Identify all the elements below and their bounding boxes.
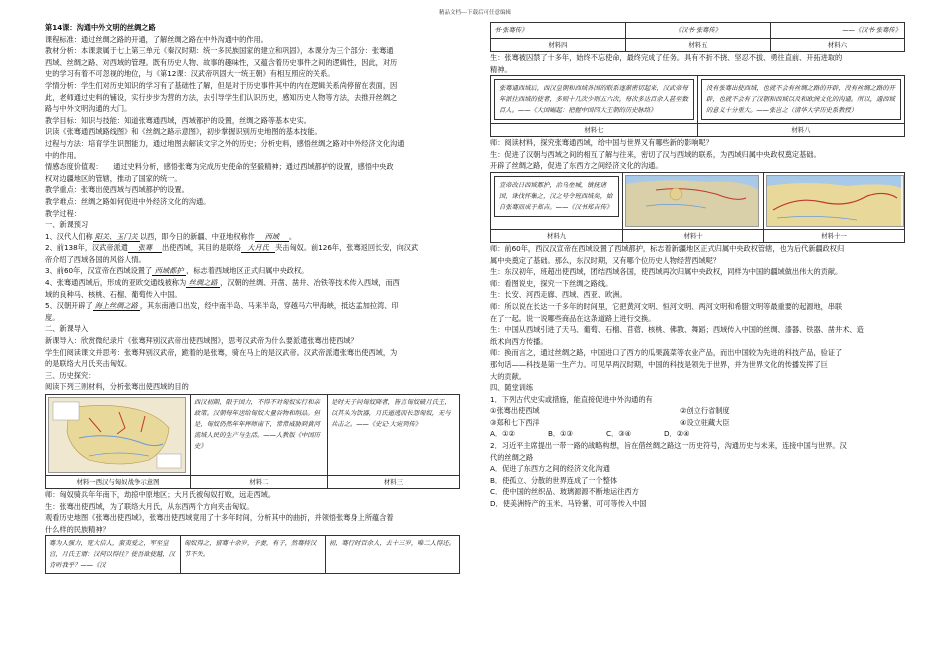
material-7-text: 张骞通西域后，西汉皇朝和西域各国的联系逐渐密切起来，汉武帝每年派往西域的使者，多则十几次少则五六次。每次多达百余人甚至数百人。——《大国崛起：把握中国四大王朝的历史脉络》 (494, 79, 694, 120)
choice-d[interactable]: D．使美洲特产的玉米、马铃薯、可可等传入中国 (490, 499, 647, 509)
map-western-regions (625, 175, 759, 227)
materials-table-2-cont (490, 22, 905, 52)
section-intro: 二、新课导入 (45, 324, 89, 334)
lesson-title: 第14课：沟通中外文明的丝绸之路 (45, 23, 156, 32)
key-point: 教学重点：张骞出使西域与西域都护的设置。 (45, 185, 189, 195)
teaching-aims-5: 情感态度价值观： 通过史料分析，感悟张骞为完成历史使命的坚毅精神；通过西域都护的设置，感悟中央政 (45, 162, 394, 172)
intro-text-1: 新课导入：欣赏微纪录片《张骞拜别汉武帝出使西域图》，思考汉武帝为什么要派遣张骞出使西域？ (45, 336, 358, 346)
section-exercise: 四、随堂训练 (490, 383, 534, 393)
materials-table-4 (490, 172, 905, 243)
exercise-2-question-cont: 代的丝绸之路 (490, 452, 534, 462)
material-6-caption: 材料六 (771, 39, 905, 52)
teacher-line-6: 师：所以说在长达一千多年的时间里，它把黄河文明、恒河文明、两河文明和希腊文明等最重要的起源地，串联 (490, 301, 843, 311)
teacher-line-4-cont: 属中央奠定了基础。那么，东汉时期，又有哪个位历史人物经营西域呢？ (490, 255, 721, 265)
answer-blank[interactable]: 西域 (255, 232, 289, 242)
question-4-cont: 域的良种马、核桃、石榴、葡萄传入中国。 (45, 289, 182, 299)
material-8-text: 没有张骞出使西域，也就不会有丝绸之路的开辟，没有丝绸之路的开辟，也就不会有了汉朝和西域以及和欧洲文化的沟通。所以，通西域的意义十分重大。——张岂之（清华大学历史系教授） (701, 79, 901, 120)
student-line-5: 生：长安、河西走廊、西域、西亚、欧洲。 (490, 290, 627, 300)
exercise-1-options-row2 (490, 417, 905, 429)
material-9-caption: 材料九 (491, 229, 623, 242)
choice-a[interactable]: A．①② (490, 429, 515, 439)
teaching-aims-2: 识读《张骞通西域路线图》和《丝绸之路示意图》，初步掌握识别历史地图的基本技能。 (45, 127, 322, 137)
teacher-line-6-cont: 在了一起。说一说哪些商品在这条道路上进行交换。 (490, 313, 656, 323)
material-8-caption: 材料八 (698, 124, 905, 137)
materials-table-3 (490, 75, 905, 137)
explore-instruction: 阅读下列三则材料，分析张骞出使西域的目的 (45, 382, 189, 392)
answer-blank[interactable]: 丝绸之路 (186, 278, 220, 288)
page-header: 精品文档---下载后可任意编辑 (439, 10, 511, 16)
answer-blank[interactable]: 西域都护 (152, 266, 186, 276)
material-6-text: 初，骞行时百余人，去十三岁，唯二人得还。 (326, 536, 460, 574)
student-line-6-cont: 纸术向西方传播。 (490, 336, 548, 346)
teacher-line-4: 师：前60年，西汉汉宣帝在西域设置了西域都护，标志着新疆地区正式归属中央政权管辖，也为后代新疆政权归 (490, 243, 845, 253)
teaching-aims-1: 教学目标：知识与技能：知道张骞通西域，西域都护的设置，丝绸之路等基本史实。 (45, 115, 311, 125)
textbook-analysis-1: 教材分析：本课隶属于七上第三单元《秦汉时期：统一多民族国家的建立和巩固》，本课分为三个部分：张骞通 (45, 46, 394, 56)
question-2: 2、前138年，汉武帝派遣 张骞 出使西域，其目的是联络 大月氏 夹击匈奴。前126年，张骞返回长安，向汉武 (45, 243, 419, 253)
teacher-line-7-end: 大的贡献。 (490, 371, 526, 381)
silk-road-map-svg (767, 176, 901, 226)
teaching-aims-3: 过程与方法：培育学生识图能力，通过地图去解读文字之外的历史；分析史料，感悟丝绸之路对中外经济文化沟通 (45, 138, 405, 148)
student-analysis-3: 路与中外文明沟通的大门。 (45, 104, 132, 114)
material-3-text: 是时天子问匈奴降者，皆言匈奴破月氏王，以其头为饮器，月氏遁逃而长怨匈奴，无与共击之。——《史记·大宛列传》 (328, 395, 460, 476)
choice-d[interactable]: D．②④ (664, 429, 690, 439)
student-line-1: 生：张骞出使西域，为了联络大月氏，从东西两个方向夹击匈奴。 (45, 501, 254, 511)
difficult-point: 教学难点：丝绸之路如何促进中外经济文化的沟通。 (45, 196, 211, 206)
question-3: 3、前60年，汉宣帝在西域设置了 西域都护 ，标志着西域地区正式归属中央政权。 (45, 266, 309, 276)
exercise-1-option: ③郑和七下西洋 (490, 417, 540, 427)
question-5-cont: 度。 (45, 312, 60, 322)
student-line-2-cont: 精神。 (490, 64, 512, 74)
teacher-line-7-cont: 那句话——科技是第一生产力。可见早两汉时期，中国的科技是领先于世界，并为世界文化的传播发挥了巨 (490, 359, 828, 369)
exercise-1-question: 1．下列古代史实或措施，能直接促进中外沟通的有 (490, 394, 653, 404)
teacher-line-2: 观看历史地图《张骞出使西域》，张骞出使西域竟用了十多年时间，分析其中的曲折，并领悟张骞身上所蕴含着 (45, 513, 394, 523)
student-line-3: 生：促进了汉朝与西域之间的相互了解与往来，密切了汉与西域的联系，为西域归属中央政权奠定基础。 (490, 149, 821, 159)
material-1-caption: 材料一西汉与匈奴战争示意图 (46, 476, 191, 489)
textbook-analysis-2: 西域、丝绸之路、对西域的管理。既有历史人物、故事的趣味性，又蕴含着历史事件之间的逻辑性，因此，对历 (45, 57, 398, 67)
student-analysis-2: 此，老师通过史料的铺设，实行步步为营的方法，去引导学生们认识历史，感知历史人物等方法，去推开丝绸之 (45, 92, 398, 102)
question-1: 1、汉代人们称 阳关、玉门关 以西，即今日的新疆、中亚地权称作 西域 。 (45, 231, 297, 241)
teaching-aims-4: 中的作用。 (45, 150, 81, 160)
exercise-1-option: ②创立行省制度 (680, 406, 730, 416)
textbook-analysis-3: 史的学习有着不可忽视的地位，与《第12课：汉武帝巩固大一统王朝》有相互照应的关系。 (45, 69, 335, 79)
choice-b[interactable]: B．①③ (548, 429, 574, 439)
materials-table-1 (45, 394, 460, 489)
teacher-line-2-cont: 什么样的民族精神？ (45, 524, 110, 534)
material-4-text: 骞为人强力，宽大信人，蛮夷爱之，军至皇宫，月氏王谓：汉何以得往？使吾欲使越，汉肯听我乎？——《汉 (46, 536, 181, 574)
material-10-caption: 材料十 (623, 229, 764, 242)
choice-a[interactable]: A．促进了东西方之间的经济文化沟通 (490, 464, 610, 474)
exercise-1-options-row1 (490, 405, 905, 417)
curriculum-standard: 课程标准：通过丝绸之路的开通，了解丝绸之路在中外沟通中的作用。 (45, 34, 268, 44)
teaching-aims-6: 权对边疆地区的管辖，推动了国家的统一。 (45, 173, 182, 183)
process-heading: 教学过程： (45, 208, 81, 218)
material-4-caption: 材料四 (491, 39, 626, 52)
student-line-2: 生：张骞被囚禁了十多年，始终不忘使命，最终完成了任务。具有不折不挠、坚忍不拔、勇往直前、开拓进取的 (490, 53, 843, 62)
teacher-line-7: 师：换而言之，通过丝绸之路，中国进口了西方的瓜果蔬菜等农业产品，而出中国较为先进的科技产品，验证了 (490, 348, 843, 358)
intro-text-2: 学生们阅读课文并思考：张骞拜别汉武帝，跪着的是张骞，骑在马上的是汉武帝。汉武帝派遣张骞出使西域，为 (45, 347, 398, 357)
exercise-2-question: 2．习近平主席提出一带一路的战略构想，旨在借丝绸之路这一历史符号，沟通历史与未来，连接中国与世界。汉 (490, 441, 847, 451)
exercise-1-option: ①张骞出使西域 (490, 406, 540, 416)
teacher-line-5: 师：看图说史，探究一下丝绸之路线。 (490, 278, 613, 288)
student-line-4: 生：东汉初年，班超出使西域，团结西域各国，使西域再次归属中央政权，同样为中国的疆域做出伟大的贡献。 (490, 267, 843, 277)
material-11-caption: 材料十一 (764, 229, 905, 242)
materials-table-2 (45, 535, 460, 574)
answer-blank[interactable]: 阳关、玉门关 (94, 231, 138, 241)
exercise-1-option: ④设立驻藏大臣 (680, 417, 730, 427)
exercise-1-choices (490, 428, 905, 440)
map-silk-road (766, 175, 904, 227)
choice-c[interactable]: C．③④ (606, 429, 632, 439)
choice-c[interactable]: C．使中国的丝织品、玻璃源源不断地运往西方 (490, 487, 639, 497)
right-column (490, 22, 905, 510)
answer-blank[interactable]: 海上丝绸之路 (94, 301, 138, 311)
teacher-line-1: 师：匈奴骑兵年年南下，劫掠中原地区；大月氏被匈奴打败，远走西域。 (45, 490, 276, 499)
material-2-caption: 材料二 (191, 476, 328, 489)
answer-blank[interactable]: 张骞 (128, 243, 162, 253)
student-line-3-cont: 开辟了丝绸之路，促进了东西方之间经济文化的沟通。 (490, 161, 663, 171)
material-5-caption: 材料五 (626, 39, 771, 52)
material-6-source: ——《汉书·张骞传》 (771, 23, 905, 39)
question-4: 4、张骞通西域后，形成的亚欧交通线被称为 丝绸之路 ，汉朝的丝绸、开凿、凿井、冶铁等技术传入西域，而西 (45, 278, 400, 288)
material-4-source: 书·张骞传》 (491, 23, 626, 39)
section-explore: 三、历史探究： (45, 370, 96, 380)
question-2-cont: 帝介绍了西域各国的风俗人情。 (45, 254, 146, 264)
intro-text-3: 的是联络大月氏夹击匈奴。 (45, 359, 132, 369)
material-2-text: 西汉初期，限于国力，不得不对匈奴实行和亲政策。汉朝每年送给匈奴大量谷物和绢品。但是，匈奴仍然年年挥师南下，常常威胁到黄河流域人民的生产与生活。——人教版《中国历史》 (191, 395, 328, 476)
material-3-caption: 材料三 (328, 476, 460, 489)
map-han-xiongnu-war (48, 397, 186, 473)
student-line-6: 生：中国从西域引进了天马、葡萄、石榴、苜蓿、核桃、佛教、舞蹈；西域传入中国的丝绸、漆器、铁器、凿井术、造 (490, 325, 864, 335)
choice-b[interactable]: B．使孤立、分散的世界连成了一个整体 (490, 475, 618, 485)
material-5-text: 匈奴得之，留骞十余岁，予妻，有子，然骞持汉节不失。 (181, 536, 326, 574)
teacher-line-3: 师：阅读材料，探究张骞通西域，给中国与世界又有哪些新的影响呢？ (490, 138, 713, 148)
material-9-text: 宣帝改日西域都护，治乌垒城，镇抚诸国，诛伐怀集之，汉之号令班西域矣，始自张骞而成于郑吉。——《汉书郑吉传》 (494, 176, 619, 217)
left-column (45, 22, 460, 574)
material-5-source: 《汉书·张骞传》 (626, 23, 771, 39)
war-map-svg (49, 398, 185, 472)
question-5: 5、汉朝开辟了 海上丝绸之路 ，其东南港口出发，经中南半岛、马来半岛，穿越马六甲海峡，抵达孟加拉湾、印 (45, 301, 399, 311)
western-regions-map-svg (626, 176, 758, 226)
student-analysis-1: 学情分析：学生们对历史知识的学习有了基础性了解，但是对于历史事件其中的内在逻辑关系尚停留在表面，因 (45, 80, 398, 90)
section-preview: 一、新课预习 (45, 220, 89, 230)
material-7-caption: 材料七 (491, 124, 698, 137)
answer-blank[interactable]: 大月氏 (241, 243, 275, 253)
